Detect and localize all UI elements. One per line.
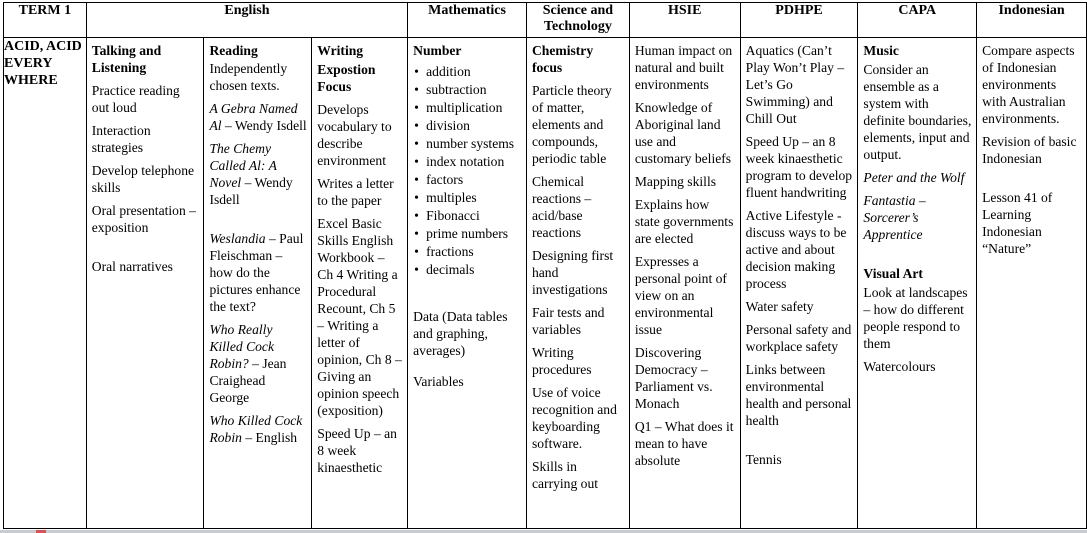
math-topic: • decimals bbox=[413, 261, 522, 278]
capa-visual-heading: Visual Art bbox=[863, 266, 923, 281]
writing-item: Speed Up – an 8 week kinaesthetic bbox=[317, 426, 397, 475]
header-mathematics: Mathematics bbox=[408, 3, 527, 38]
science-cell bbox=[526, 38, 629, 529]
pdhpe-item: Speed Up – an 8 week kinaesthetic program to develop fluent handwriting bbox=[745, 134, 853, 200]
book-title: Weslandia bbox=[209, 231, 266, 246]
pdhpe-cell bbox=[740, 38, 858, 529]
math-topic: • Fibonacci bbox=[413, 207, 522, 224]
science-item: Skills in carrying out bbox=[531, 459, 599, 491]
science-heading: Chemistry focus bbox=[531, 43, 594, 75]
book-title: Who Really Killed Cock Robin? bbox=[209, 322, 274, 371]
reading-book bbox=[209, 321, 307, 406]
book-author: – English bbox=[245, 430, 298, 445]
talking-item: Develop telephone skills bbox=[91, 163, 195, 195]
pdhpe-item: Tennis bbox=[745, 452, 782, 467]
book-author: – Paul Fleischman – how do the pictures enhance the text? bbox=[209, 231, 304, 314]
math-variables: Variables bbox=[413, 374, 464, 389]
book-title: A Gebra Named Al bbox=[209, 101, 298, 133]
header-indonesian: Indonesian bbox=[977, 3, 1087, 38]
math-topic: • prime numbers bbox=[413, 225, 522, 242]
talking-item: Oral narratives bbox=[91, 259, 173, 274]
talking-heading: Talking and Listening bbox=[91, 43, 162, 75]
writing-subheading: Expostion Focus bbox=[317, 62, 376, 94]
header-hsie: HSIE bbox=[629, 3, 740, 38]
english-writing-cell bbox=[312, 38, 408, 529]
hsie-item: Knowledge of Aboriginal land use and customary beliefs bbox=[634, 100, 732, 166]
science-item: Chemical reactions – acid/base reactions bbox=[531, 174, 592, 240]
math-topic: • fractions bbox=[413, 243, 522, 260]
capa-visual-text: Look at landscapes – how do different people respond to them bbox=[863, 285, 968, 351]
header-row bbox=[4, 3, 1087, 38]
capa-music-text: Consider an ensemble as a system with definite boundaries, elements, input and output. bbox=[863, 62, 972, 162]
capa-music-piece: Peter and the Wolf bbox=[863, 170, 965, 185]
pdhpe-item: Aquatics (Can’t Play Won’t Play – Let’s Go Swimming) and Chill Out bbox=[745, 43, 845, 126]
reading-heading: Reading bbox=[209, 43, 258, 58]
math-topic: • division bbox=[413, 117, 522, 134]
header-pdhpe: PDHPE bbox=[740, 3, 858, 38]
math-topic: • subtraction bbox=[413, 81, 522, 98]
science-item: Use of voice recognition and keyboarding software. bbox=[531, 385, 617, 451]
reading-book bbox=[209, 230, 307, 315]
book-author: – Wendy Isdell bbox=[224, 118, 307, 133]
term-title: ACID, ACID EVERY WHERE bbox=[4, 39, 82, 88]
mathematics-cell bbox=[408, 38, 527, 529]
indonesian-item: Revision of basic Indonesian bbox=[982, 134, 1077, 166]
reading-book bbox=[209, 140, 307, 208]
reading-book bbox=[209, 412, 307, 446]
indonesian-item: Lesson 41 of Learning Indonesian “Nature” bbox=[982, 190, 1053, 256]
writing-item: Develops vocabulary to describe environment bbox=[317, 102, 392, 168]
header-science: Science and Technology bbox=[526, 3, 629, 38]
capa-visual-extra: Watercolours bbox=[863, 359, 936, 374]
indonesian-item: Compare aspects of Indonesian environments with Australian environments. bbox=[982, 43, 1075, 126]
writing-item: Excel Basic Skills English Workbook – Ch 4 Writing a Procedural Recount, Ch 5 – Writing a letter of opinion, Ch 8 – Giving an opinion speech (exposition) bbox=[317, 216, 402, 418]
english-talking-cell bbox=[86, 38, 204, 529]
indonesian-cell bbox=[977, 38, 1087, 529]
reading-book bbox=[209, 100, 307, 134]
term-plan-table bbox=[3, 2, 1087, 529]
book-author: – Jean Craighead George bbox=[209, 356, 287, 405]
pdhpe-item: Links between environmental health and personal health bbox=[745, 362, 852, 428]
pdhpe-item: Water safety bbox=[745, 299, 814, 314]
math-heading: Number bbox=[413, 43, 462, 58]
header-term: TERM 1 bbox=[4, 3, 87, 38]
term-name bbox=[4, 38, 87, 529]
header-capa: CAPA bbox=[858, 3, 977, 38]
reading-intro: Independently chosen texts. bbox=[209, 61, 288, 93]
math-topic: • multiplication bbox=[413, 99, 522, 116]
pdhpe-item: Active Lifestyle - discuss ways to be active and about decision making process bbox=[745, 208, 847, 291]
pdhpe-item: Personal safety and workplace safety bbox=[745, 322, 852, 354]
hsie-item: Human impact on natural and built environments bbox=[634, 43, 733, 92]
science-item: Designing first hand investigations bbox=[531, 248, 614, 297]
term-row bbox=[4, 38, 1087, 529]
capa-cell bbox=[858, 38, 977, 529]
header-english: English bbox=[86, 3, 407, 38]
english-reading-cell bbox=[204, 38, 312, 529]
talking-item: Practice reading out loud bbox=[91, 83, 180, 115]
hsie-cell bbox=[629, 38, 740, 529]
book-title: The Chemy Called Al: A Novel bbox=[209, 141, 277, 190]
hsie-item: Explains how state governments are elected bbox=[634, 197, 734, 246]
math-data: Data (Data tables and graphing, averages) bbox=[413, 309, 508, 358]
math-topic: • number systems bbox=[413, 135, 522, 152]
writing-item: Writes a letter to the paper bbox=[317, 176, 394, 208]
science-item: Writing procedures bbox=[531, 345, 592, 377]
hsie-item: Expresses a personal point of view on an environmental issue bbox=[634, 254, 727, 337]
book-title: Who Killed Cock Robin bbox=[209, 413, 303, 445]
science-item: Fair tests and variables bbox=[531, 305, 605, 337]
science-item: Particle theory of matter, elements and compounds, periodic table bbox=[531, 83, 612, 166]
math-topic: • factors bbox=[413, 171, 522, 188]
math-topic-list bbox=[413, 63, 522, 278]
math-topic: • index notation bbox=[413, 153, 522, 170]
hsie-item: Mapping skills bbox=[634, 174, 717, 189]
talking-item: Interaction strategies bbox=[91, 123, 151, 155]
capa-music-heading: Music bbox=[863, 43, 899, 58]
hsie-item: Discovering Democracy – Parliament vs. Monach bbox=[634, 345, 713, 411]
writing-heading: Writing bbox=[317, 43, 364, 58]
math-topic: • addition bbox=[413, 63, 522, 80]
capa-music-piece: Fantastia – Sorcerer’s Apprentice bbox=[863, 193, 926, 242]
math-topic: • multiples bbox=[413, 189, 522, 206]
book-author: – Wendy Isdell bbox=[209, 175, 293, 207]
talking-item: Oral presentation – exposition bbox=[91, 203, 196, 235]
hsie-item: Q1 – What does it mean to have absolute bbox=[634, 419, 734, 468]
